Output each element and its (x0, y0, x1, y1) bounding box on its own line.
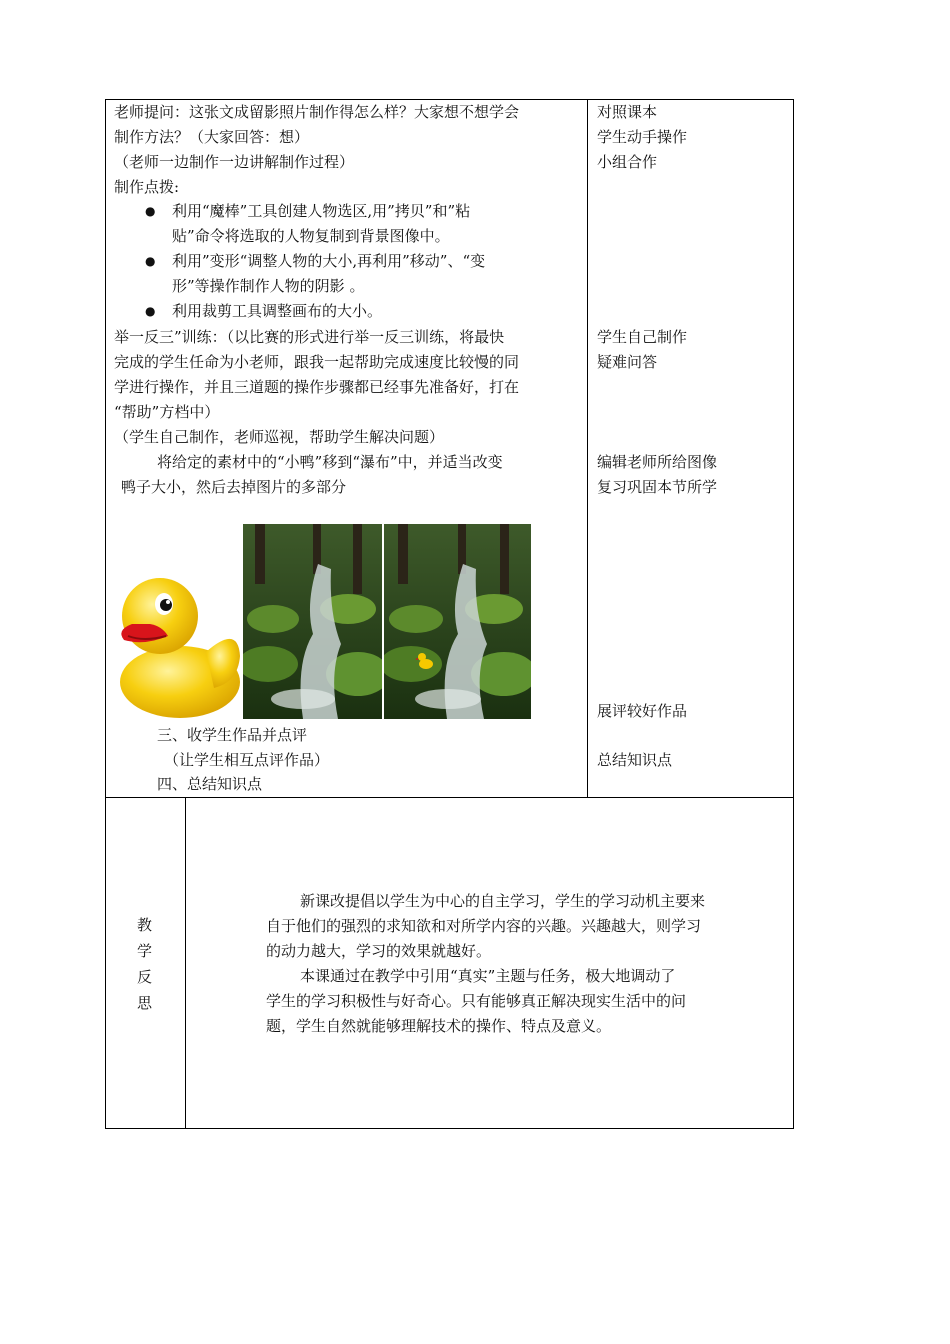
bullet-dot: ● (145, 204, 156, 218)
waterfall-image (243, 524, 382, 719)
reflection-text-line: 本课通过在教学中引用“真实”主题与任务，极大地调动了 (300, 967, 676, 985)
task-line-1: 将给定的素材中的“小鸭”移到“瀑布”中，并适当改变 (157, 453, 503, 471)
tip-1-line-2: 贴”命令将选取的人物复制到背景图像中。 (172, 227, 450, 245)
activity-note: 学生动手操作 (597, 128, 688, 146)
reflection-text-line: 自于他们的强烈的求知欲和对所学内容的兴趣。兴趣越大，则学习 (266, 917, 702, 935)
reflection-label-char: 反 (137, 968, 153, 986)
reflection-divider (185, 797, 186, 1129)
reflection-label-char: 思 (137, 994, 153, 1012)
teacher-demo-note: （老师一边制作一边讲解制作过程） (114, 153, 355, 171)
intro-line-2: 制作方法？（大家回答：想） (114, 128, 310, 146)
reflection-label-char: 教 (137, 916, 153, 934)
activity-note: 小组合作 (597, 153, 658, 171)
activity-note: 疑难问答 (597, 353, 658, 371)
intro-line-1: 老师提问：这张文成留影照片制作得怎么样？大家想不想学会 (114, 103, 520, 121)
practice-line-2: 完成的学生任命为小老师，跟我一起帮助完成速度比较慢的同 (114, 353, 520, 371)
practice-line-1: 举一反三”训练：（以比赛的形式进行举一反三训练，将最快 (114, 328, 505, 346)
table-left-border (105, 99, 106, 1129)
activity-note: 总结知识点 (597, 751, 673, 769)
activity-note: 编辑老师所给图像 (597, 453, 718, 471)
activity-note: 学生自己制作 (597, 328, 688, 346)
peer-review-note: （让学生相互点评作品） (164, 751, 330, 769)
table-top-border (105, 99, 794, 100)
step-3-heading: 三、收学生作品并点评 (157, 726, 308, 744)
reflection-text-line: 的动力越大，学习的效果就越好。 (266, 942, 492, 960)
row-divider (105, 797, 794, 798)
reflection-text-line: 新课改提倡以学生为中心的自主学习，学生的学习动机主要来 (300, 892, 706, 910)
reflection-text-line: 题，学生自然就能够理解技术的操作、特点及意义。 (266, 1017, 612, 1035)
practice-line-3: 学进行操作，并且三道题的操作步骤都已经事先准备好，打在 (114, 378, 520, 396)
student-work-note: （学生自己制作，老师巡视，帮助学生解决问题） (114, 428, 445, 446)
rubber-duck-image (110, 572, 242, 720)
tip-2-line-1: 利用”变形“调整人物的大小,再利用”移动”、“变 (172, 252, 486, 270)
column-divider (587, 99, 588, 797)
tips-heading: 制作点拨: (114, 178, 180, 196)
activity-note: 复习巩固本节所学 (597, 478, 718, 496)
activity-note: 对照课本 (597, 103, 658, 121)
table-bottom-border (105, 1128, 794, 1129)
reflection-label-char: 学 (137, 942, 153, 960)
practice-line-4: “帮助”方档中） (114, 403, 220, 421)
tip-2-line-2: 形”等操作制作人物的阴影 。 (172, 277, 365, 295)
reflection-text-line: 学生的学习积极性与好奇心。只有能够真正解决现实生活中的问 (266, 992, 687, 1010)
task-line-2: 鸭子大小，然后去掉图片的多部分 (121, 478, 347, 496)
tip-3-line-1: 利用裁剪工具调整画布的大小。 (172, 302, 383, 320)
bullet-dot: ● (145, 304, 156, 318)
step-4-heading: 四、总结知识点 (157, 775, 263, 793)
tip-1-line-1: 利用“魔棒”工具创建人物选区,用”拷贝”和”粘 (172, 202, 471, 220)
bullet-dot: ● (145, 254, 156, 268)
activity-note: 展评较好作品 (597, 702, 688, 720)
table-right-border (793, 99, 794, 1129)
waterfall-with-duck-image (384, 524, 531, 719)
